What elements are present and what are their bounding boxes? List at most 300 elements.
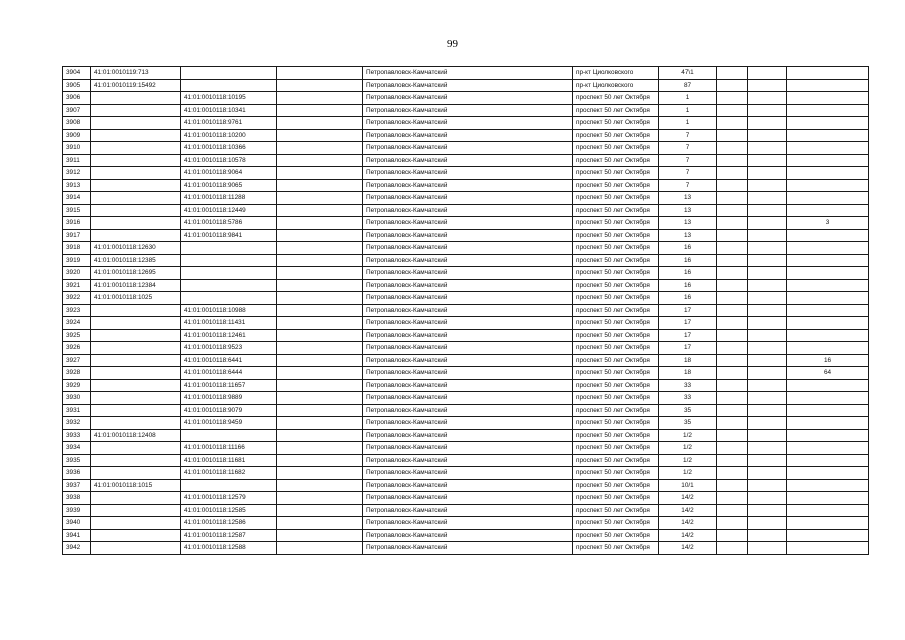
cell-street: проспект 50 лет Октября xyxy=(573,517,659,530)
table-row xyxy=(63,104,869,117)
cell-extra-2 xyxy=(748,279,787,292)
cell-apartment xyxy=(787,429,869,442)
cell-cadastral-number-alt: 41:01:0010118:10578 xyxy=(181,154,277,167)
cell-extra-1 xyxy=(717,267,748,280)
cell-extra-2 xyxy=(748,192,787,205)
cell-apartment xyxy=(787,342,869,355)
cell-cadastral-number-alt xyxy=(181,279,277,292)
table-row xyxy=(63,242,869,255)
cell-apartment xyxy=(787,92,869,105)
cell-cadastral-number-alt: 41:01:0010118:12588 xyxy=(181,542,277,555)
cell-extra-2 xyxy=(748,154,787,167)
cell-house-number: 14/2 xyxy=(659,504,717,517)
cell-empty xyxy=(277,492,363,505)
cell-row-number: 3941 xyxy=(63,529,91,542)
cell-extra-1 xyxy=(717,142,748,155)
cell-extra-1 xyxy=(717,392,748,405)
cell-row-number: 3924 xyxy=(63,317,91,330)
cell-city: Петропавловск-Камчатский xyxy=(363,529,573,542)
cell-extra-2 xyxy=(748,204,787,217)
cell-row-number: 3914 xyxy=(63,192,91,205)
cell-city: Петропавловск-Камчатский xyxy=(363,492,573,505)
cell-street: проспект 50 лет Октября xyxy=(573,217,659,230)
cell-row-number: 3940 xyxy=(63,517,91,530)
cell-house-number: 1/2 xyxy=(659,454,717,467)
cell-row-number: 3912 xyxy=(63,167,91,180)
cell-house-number: 16 xyxy=(659,254,717,267)
cell-house-number: 35 xyxy=(659,404,717,417)
cell-extra-1 xyxy=(717,217,748,230)
cell-cadastral-number-alt: 41:01:0010118:11681 xyxy=(181,454,277,467)
table-row xyxy=(63,217,869,230)
cell-apartment xyxy=(787,454,869,467)
cell-street: проспект 50 лет Октября xyxy=(573,367,659,380)
cell-extra-1 xyxy=(717,517,748,530)
cell-house-number: 17 xyxy=(659,304,717,317)
cell-apartment xyxy=(787,479,869,492)
cell-street: проспект 50 лет Октября xyxy=(573,267,659,280)
cell-empty xyxy=(277,229,363,242)
cell-street: проспект 50 лет Октября xyxy=(573,479,659,492)
table-row xyxy=(63,429,869,442)
cell-house-number: 13 xyxy=(659,217,717,230)
cell-city: Петропавловск-Камчатский xyxy=(363,367,573,380)
cell-cadastral-number-alt xyxy=(181,242,277,255)
cell-empty xyxy=(277,354,363,367)
cell-street: проспект 50 лет Октября xyxy=(573,317,659,330)
cell-empty xyxy=(277,242,363,255)
cell-row-number: 3915 xyxy=(63,204,91,217)
table-row xyxy=(63,354,869,367)
cell-apartment xyxy=(787,529,869,542)
cell-row-number: 3913 xyxy=(63,179,91,192)
cell-extra-2 xyxy=(748,354,787,367)
cell-extra-2 xyxy=(748,142,787,155)
cell-city: Петропавловск-Камчатский xyxy=(363,192,573,205)
cell-city: Петропавловск-Камчатский xyxy=(363,242,573,255)
cell-city: Петропавловск-Камчатский xyxy=(363,129,573,142)
cell-extra-2 xyxy=(748,392,787,405)
cell-apartment xyxy=(787,417,869,430)
cell-apartment xyxy=(787,542,869,555)
cell-cadastral-number-alt: 41:01:0010118:10366 xyxy=(181,142,277,155)
cell-row-number: 3909 xyxy=(63,129,91,142)
table-body xyxy=(63,67,869,555)
cell-cadastral-number-alt: 41:01:0010118:12449 xyxy=(181,204,277,217)
cell-apartment xyxy=(787,267,869,280)
cell-cadastral-number-alt xyxy=(181,267,277,280)
cell-apartment xyxy=(787,504,869,517)
cell-apartment xyxy=(787,167,869,180)
cell-cadastral-number xyxy=(91,442,181,455)
cell-extra-1 xyxy=(717,429,748,442)
cell-extra-1 xyxy=(717,317,748,330)
cell-row-number: 3939 xyxy=(63,504,91,517)
cell-cadastral-number: 41:01:0010118:1015 xyxy=(91,479,181,492)
table-row xyxy=(63,229,869,242)
cell-street: проспект 50 лет Октября xyxy=(573,379,659,392)
cell-apartment: 3 xyxy=(787,217,869,230)
table-row xyxy=(63,529,869,542)
cell-cadastral-number xyxy=(91,129,181,142)
cell-cadastral-number xyxy=(91,404,181,417)
cell-extra-2 xyxy=(748,67,787,80)
cell-house-number: 14/2 xyxy=(659,517,717,530)
cell-empty xyxy=(277,429,363,442)
cell-cadastral-number-alt: 41:01:0010118:11682 xyxy=(181,467,277,480)
cell-city: Петропавловск-Камчатский xyxy=(363,417,573,430)
table-row xyxy=(63,79,869,92)
cell-empty xyxy=(277,529,363,542)
cell-extra-1 xyxy=(717,417,748,430)
cell-house-number: 87 xyxy=(659,79,717,92)
cell-cadastral-number xyxy=(91,154,181,167)
cell-empty xyxy=(277,279,363,292)
cell-extra-2 xyxy=(748,329,787,342)
cell-cadastral-number xyxy=(91,417,181,430)
cell-extra-1 xyxy=(717,342,748,355)
cell-street: проспект 50 лет Октября xyxy=(573,542,659,555)
cell-cadastral-number-alt: 41:01:0010118:6444 xyxy=(181,367,277,380)
cell-cadastral-number-alt: 41:01:0010118:6441 xyxy=(181,354,277,367)
cell-house-number: 1 xyxy=(659,92,717,105)
table-row xyxy=(63,204,869,217)
cell-street: пр-кт Циолковского xyxy=(573,67,659,80)
cell-house-number: 16 xyxy=(659,242,717,255)
cell-cadastral-number xyxy=(91,367,181,380)
cell-cadastral-number-alt: 41:01:0010118:11657 xyxy=(181,379,277,392)
cell-cadastral-number-alt: 41:01:0010118:12585 xyxy=(181,504,277,517)
cell-row-number: 3934 xyxy=(63,442,91,455)
table-row xyxy=(63,167,869,180)
cell-apartment xyxy=(787,304,869,317)
cell-row-number: 3930 xyxy=(63,392,91,405)
cell-city: Петропавловск-Камчатский xyxy=(363,429,573,442)
cell-street: проспект 50 лет Октября xyxy=(573,254,659,267)
table-row xyxy=(63,417,869,430)
table-row xyxy=(63,67,869,80)
cell-street: проспект 50 лет Октября xyxy=(573,192,659,205)
cell-extra-1 xyxy=(717,104,748,117)
cell-cadastral-number xyxy=(91,304,181,317)
cell-empty xyxy=(277,467,363,480)
cell-cadastral-number-alt xyxy=(181,67,277,80)
cell-cadastral-number xyxy=(91,329,181,342)
cell-cadastral-number: 41:01:0010118:12695 xyxy=(91,267,181,280)
cell-street: проспект 50 лет Октября xyxy=(573,104,659,117)
cell-city: Петропавловск-Камчатский xyxy=(363,479,573,492)
cell-empty xyxy=(277,479,363,492)
cell-cadastral-number xyxy=(91,104,181,117)
cell-extra-1 xyxy=(717,379,748,392)
table-row xyxy=(63,179,869,192)
cell-extra-2 xyxy=(748,479,787,492)
cell-extra-2 xyxy=(748,304,787,317)
cell-street: проспект 50 лет Октября xyxy=(573,417,659,430)
table-row xyxy=(63,267,869,280)
cell-cadastral-number-alt xyxy=(181,79,277,92)
cell-house-number: 7 xyxy=(659,167,717,180)
cell-cadastral-number xyxy=(91,167,181,180)
cell-street: проспект 50 лет Октября xyxy=(573,292,659,305)
cell-cadastral-number-alt: 41:01:0010118:10341 xyxy=(181,104,277,117)
cell-city: Петропавловск-Камчатский xyxy=(363,104,573,117)
cell-city: Петропавловск-Камчатский xyxy=(363,179,573,192)
cell-empty xyxy=(277,167,363,180)
cell-extra-1 xyxy=(717,192,748,205)
cell-cadastral-number: 41:01:0010118:12385 xyxy=(91,254,181,267)
cell-cadastral-number: 41:01:0010119:15492 xyxy=(91,79,181,92)
cell-cadastral-number-alt: 41:01:0010118:11431 xyxy=(181,317,277,330)
cell-row-number: 3929 xyxy=(63,379,91,392)
cell-street: проспект 50 лет Октября xyxy=(573,354,659,367)
cell-row-number: 3927 xyxy=(63,354,91,367)
table-row xyxy=(63,404,869,417)
cell-cadastral-number-alt: 41:01:0010118:12587 xyxy=(181,529,277,542)
cell-apartment xyxy=(787,79,869,92)
cell-city: Петропавловск-Камчатский xyxy=(363,404,573,417)
cell-row-number: 3911 xyxy=(63,154,91,167)
cell-extra-1 xyxy=(717,242,748,255)
cell-cadastral-number-alt: 41:01:0010118:10200 xyxy=(181,129,277,142)
cell-cadastral-number-alt: 41:01:0010118:9523 xyxy=(181,342,277,355)
cell-street: проспект 50 лет Октября xyxy=(573,442,659,455)
cell-cadastral-number-alt: 41:01:0010118:11288 xyxy=(181,192,277,205)
cell-apartment xyxy=(787,517,869,530)
cell-street: проспект 50 лет Октября xyxy=(573,154,659,167)
cell-extra-2 xyxy=(748,379,787,392)
cell-extra-2 xyxy=(748,467,787,480)
table-row xyxy=(63,254,869,267)
cell-row-number: 3928 xyxy=(63,367,91,380)
table-row xyxy=(63,279,869,292)
cell-cadastral-number xyxy=(91,117,181,130)
cell-row-number: 3925 xyxy=(63,329,91,342)
cell-empty xyxy=(277,117,363,130)
cell-house-number: 16 xyxy=(659,292,717,305)
cell-city: Петропавловск-Камчатский xyxy=(363,254,573,267)
cell-extra-1 xyxy=(717,229,748,242)
cell-cadastral-number xyxy=(91,342,181,355)
cell-row-number: 3942 xyxy=(63,542,91,555)
cell-extra-2 xyxy=(748,317,787,330)
cell-empty xyxy=(277,92,363,105)
cell-street: проспект 50 лет Октября xyxy=(573,92,659,105)
cell-house-number: 35 xyxy=(659,417,717,430)
cell-apartment xyxy=(787,104,869,117)
cell-city: Петропавловск-Камчатский xyxy=(363,379,573,392)
table-row xyxy=(63,517,869,530)
cell-extra-2 xyxy=(748,179,787,192)
cell-house-number: 10/1 xyxy=(659,479,717,492)
cell-apartment xyxy=(787,279,869,292)
cell-city: Петропавловск-Камчатский xyxy=(363,304,573,317)
cell-extra-2 xyxy=(748,517,787,530)
cell-empty xyxy=(277,179,363,192)
cell-city: Петропавловск-Камчатский xyxy=(363,279,573,292)
cell-empty xyxy=(277,154,363,167)
cell-apartment xyxy=(787,317,869,330)
cell-city: Петропавловск-Камчатский xyxy=(363,167,573,180)
cell-extra-1 xyxy=(717,167,748,180)
table-row xyxy=(63,92,869,105)
cell-empty xyxy=(277,329,363,342)
cell-extra-1 xyxy=(717,442,748,455)
cell-empty xyxy=(277,367,363,380)
cell-cadastral-number-alt: 41:01:0010118:9065 xyxy=(181,179,277,192)
cell-city: Петропавловск-Камчатский xyxy=(363,467,573,480)
cell-cadastral-number xyxy=(91,454,181,467)
cell-street: проспект 50 лет Октября xyxy=(573,304,659,317)
cell-extra-1 xyxy=(717,179,748,192)
cell-row-number: 3916 xyxy=(63,217,91,230)
cell-house-number: 17 xyxy=(659,342,717,355)
cell-row-number: 3905 xyxy=(63,79,91,92)
cell-extra-1 xyxy=(717,92,748,105)
cell-extra-1 xyxy=(717,279,748,292)
cell-extra-1 xyxy=(717,354,748,367)
cell-apartment xyxy=(787,467,869,480)
table-row xyxy=(63,317,869,330)
table-row xyxy=(63,154,869,167)
table-row xyxy=(63,117,869,130)
cell-street: проспект 50 лет Октября xyxy=(573,492,659,505)
table-row xyxy=(63,367,869,380)
table-row xyxy=(63,442,869,455)
cell-extra-1 xyxy=(717,129,748,142)
cell-cadastral-number: 41:01:0010118:12408 xyxy=(91,429,181,442)
cell-cadastral-number xyxy=(91,192,181,205)
table-row xyxy=(63,192,869,205)
table-row xyxy=(63,292,869,305)
cell-extra-1 xyxy=(717,479,748,492)
cell-city: Петропавловск-Камчатский xyxy=(363,342,573,355)
cell-street: проспект 50 лет Октября xyxy=(573,404,659,417)
cell-empty xyxy=(277,379,363,392)
cell-house-number: 1 xyxy=(659,104,717,117)
page-number: 99 xyxy=(447,38,458,50)
cell-street: проспект 50 лет Октября xyxy=(573,142,659,155)
cell-extra-1 xyxy=(717,67,748,80)
cell-apartment xyxy=(787,392,869,405)
cell-empty xyxy=(277,454,363,467)
cell-city: Петропавловск-Камчатский xyxy=(363,454,573,467)
cell-apartment xyxy=(787,129,869,142)
cell-extra-2 xyxy=(748,254,787,267)
cell-extra-1 xyxy=(717,154,748,167)
cell-street: проспект 50 лет Октября xyxy=(573,279,659,292)
cell-street: проспект 50 лет Октября xyxy=(573,329,659,342)
cell-extra-2 xyxy=(748,217,787,230)
cell-street: проспект 50 лет Октября xyxy=(573,529,659,542)
cell-extra-2 xyxy=(748,417,787,430)
cell-empty xyxy=(277,317,363,330)
cell-cadastral-number: 41:01:0010119:713 xyxy=(91,67,181,80)
cell-house-number: 7 xyxy=(659,129,717,142)
cell-city: Петропавловск-Камчатский xyxy=(363,117,573,130)
cell-cadastral-number xyxy=(91,317,181,330)
cell-house-number: 16 xyxy=(659,279,717,292)
cell-city: Петропавловск-Камчатский xyxy=(363,229,573,242)
cell-empty xyxy=(277,404,363,417)
cell-house-number: 14/2 xyxy=(659,492,717,505)
cell-cadastral-number xyxy=(91,517,181,530)
cell-street: проспект 50 лет Октября xyxy=(573,504,659,517)
cell-house-number: 13 xyxy=(659,229,717,242)
cell-extra-1 xyxy=(717,504,748,517)
cell-cadastral-number xyxy=(91,92,181,105)
cell-apartment xyxy=(787,142,869,155)
cell-extra-2 xyxy=(748,542,787,555)
cell-apartment xyxy=(787,404,869,417)
cell-empty xyxy=(277,142,363,155)
cell-row-number: 3922 xyxy=(63,292,91,305)
cell-extra-2 xyxy=(748,292,787,305)
cell-house-number: 18 xyxy=(659,367,717,380)
cell-extra-1 xyxy=(717,467,748,480)
cell-cadastral-number xyxy=(91,529,181,542)
cell-apartment xyxy=(787,179,869,192)
cell-extra-1 xyxy=(717,329,748,342)
cell-house-number: 16 xyxy=(659,267,717,280)
cell-extra-1 xyxy=(717,292,748,305)
cell-extra-2 xyxy=(748,242,787,255)
cell-house-number: 1 xyxy=(659,117,717,130)
cell-cadastral-number-alt: 41:01:0010118:11166 xyxy=(181,442,277,455)
cell-extra-2 xyxy=(748,529,787,542)
cell-city: Петропавловск-Камчатский xyxy=(363,142,573,155)
cell-cadastral-number xyxy=(91,142,181,155)
cell-cadastral-number-alt: 41:01:0010118:12586 xyxy=(181,517,277,530)
table-row xyxy=(63,379,869,392)
cell-empty xyxy=(277,442,363,455)
cell-street: проспект 50 лет Октября xyxy=(573,129,659,142)
cell-house-number: 47\1 xyxy=(659,67,717,80)
cell-extra-1 xyxy=(717,367,748,380)
cell-house-number: 13 xyxy=(659,192,717,205)
cell-street: проспект 50 лет Октября xyxy=(573,392,659,405)
cell-extra-2 xyxy=(748,404,787,417)
cell-street: проспект 50 лет Октября xyxy=(573,179,659,192)
cell-cadastral-number-alt: 41:01:0010118:12579 xyxy=(181,492,277,505)
cell-house-number: 17 xyxy=(659,329,717,342)
table-row xyxy=(63,342,869,355)
cell-row-number: 3921 xyxy=(63,279,91,292)
cell-house-number: 14/2 xyxy=(659,529,717,542)
cell-extra-2 xyxy=(748,442,787,455)
cell-cadastral-number xyxy=(91,392,181,405)
cell-street: проспект 50 лет Октября xyxy=(573,429,659,442)
cell-extra-1 xyxy=(717,404,748,417)
cell-empty xyxy=(277,79,363,92)
table-row xyxy=(63,542,869,555)
cell-cadastral-number xyxy=(91,179,181,192)
table-row xyxy=(63,467,869,480)
cell-empty xyxy=(277,542,363,555)
cell-empty xyxy=(277,217,363,230)
cell-extra-2 xyxy=(748,117,787,130)
cell-extra-2 xyxy=(748,504,787,517)
cell-extra-1 xyxy=(717,79,748,92)
cell-row-number: 3920 xyxy=(63,267,91,280)
cell-extra-2 xyxy=(748,367,787,380)
table-row xyxy=(63,129,869,142)
cell-row-number: 3926 xyxy=(63,342,91,355)
cell-cadastral-number xyxy=(91,542,181,555)
cell-city: Петропавловск-Камчатский xyxy=(363,354,573,367)
cell-city: Петропавловск-Камчатский xyxy=(363,392,573,405)
cell-apartment: 64 xyxy=(787,367,869,380)
